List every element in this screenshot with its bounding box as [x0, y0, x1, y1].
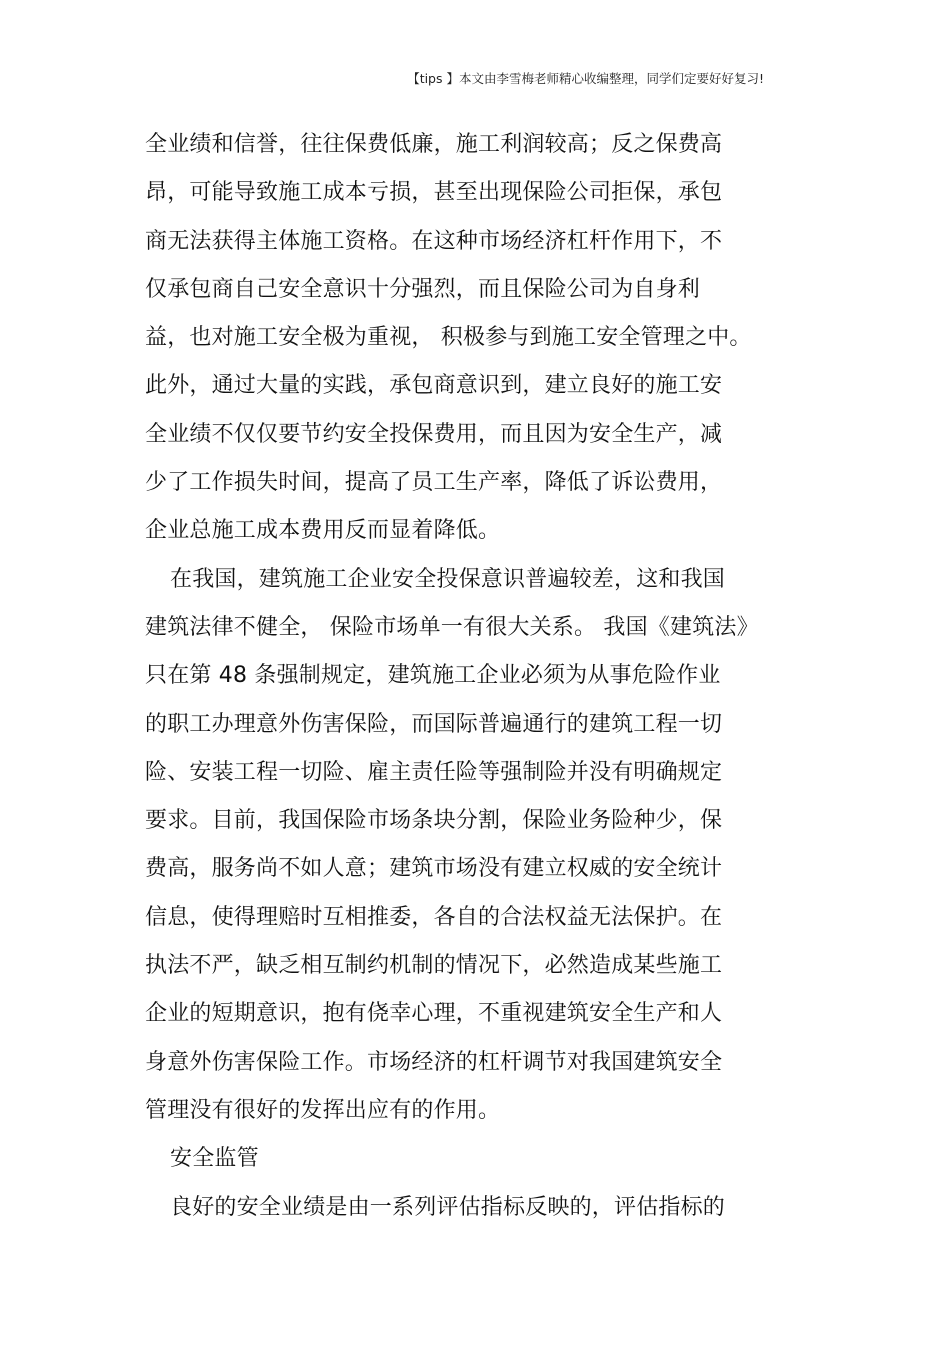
text-line: 企业的短期意识，抱有侥幸心理，不重视建筑安全生产和人	[145, 1001, 723, 1027]
text-line: 全业绩不仅仅要节约安全投保费用，而且因为安全生产，减	[145, 421, 723, 447]
text-line: 良好的安全业绩是由一系列评估指标反映的，评估指标的	[170, 1194, 726, 1220]
text-line: 昂，可能导致施工成本亏损，甚至出现保险公司拒保，承包	[145, 180, 723, 206]
header-tip: 【tips 】本文由李雪梅老师精心收编整理，同学们定要好好复习!	[407, 71, 764, 86]
text-line: 只在第 48 条强制规定，建筑施工企业必须为从事危险作业	[145, 663, 721, 689]
text-line: 益，也对施工安全极为重视， 积极参与到施工安全管理之中。	[145, 325, 752, 351]
text-line: 身意外伤害保险工作。市场经济的杠杆调节对我国建筑安全	[145, 1049, 723, 1075]
text-line: 企业总施工成本费用反而显着降低。	[145, 518, 501, 544]
text-line: 要求。目前，我国保险市场条块分割，保险业务险种少，保	[145, 808, 723, 834]
text-line: 此外，通过大量的实践，承包商意识到，建立良好的施工安	[145, 373, 723, 399]
text-line: 少了工作损失时间，提高了员工生产率，降低了诉讼费用，	[145, 470, 723, 496]
text-line: 安全监管	[170, 1146, 259, 1172]
text-line: 仅承包商自己安全意识十分强烈，而且保险公司为自身利	[145, 276, 701, 302]
text-line: 险、安装工程一切险、雇主责任险等强制险并没有明确规定	[145, 759, 723, 785]
text-line: 的职工办理意外伤害保险，而国际普遍通行的建筑工程一切	[145, 711, 723, 737]
text-line: 建筑法律不健全， 保险市场单一有很大关系。 我国《建筑法》	[145, 614, 759, 640]
document-body	[145, 128, 845, 1239]
text-line: 信息，使得理赔时互相推委，各自的合法权益无法保护。在	[145, 904, 723, 930]
text-line: 执法不严，缺乏相互制约机制的情况下，必然造成某些施工	[145, 953, 723, 979]
text-line: 费高，服务尚不如人意；建筑市场没有建立权威的安全统计	[145, 856, 723, 882]
text-line: 商无法获得主体施工资格。在这种市场经济杠杆作用下，不	[145, 228, 723, 254]
text-line: 在我国，建筑施工企业安全投保意识普遍较差，这和我国	[170, 566, 726, 592]
text-line: 全业绩和信誉，往往保费低廉，施工利润较高；反之保费高	[145, 132, 723, 157]
text-line: 管理没有很好的发挥出应有的作用。	[145, 1097, 501, 1123]
